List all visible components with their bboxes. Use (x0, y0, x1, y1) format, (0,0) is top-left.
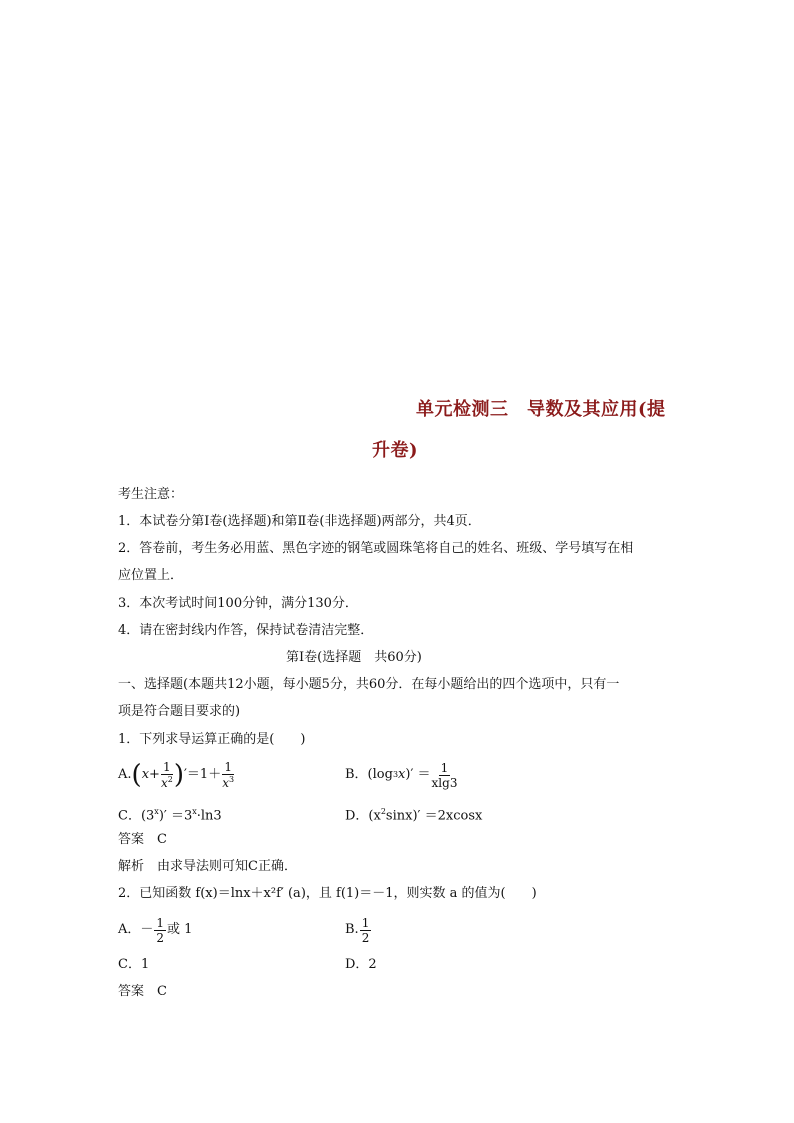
q1-option-a-x: x (141, 767, 150, 782)
q1-option-d-label: D．(x (345, 808, 381, 824)
fraction-denominator (161, 775, 173, 789)
part1-instructions-line1: 一、选择题(本题共12小题，每小题5分，共60分．在每小题给出的四个选项中，只有一 (118, 677, 620, 692)
den-sup: 2 (167, 775, 173, 784)
q2-option-b (345, 913, 372, 947)
document-title-line2: 升卷) (372, 440, 419, 461)
q1-option-a-label: A. (118, 767, 132, 782)
fraction-denominator (222, 775, 234, 789)
notice-header: 考生注意： (118, 487, 184, 502)
q1-option-d-rest: sinx)′ ＝2xcosx (385, 808, 483, 824)
q1-option-c-mid: )′ ＝3 (158, 808, 193, 824)
exponent: x (192, 807, 197, 816)
q1-option-b (345, 758, 458, 792)
q1-option-b-label: B．(log (345, 767, 393, 782)
fraction-numerator: 1 (224, 760, 232, 774)
den-x: x (222, 776, 229, 790)
q1-option-b-x: x (398, 767, 406, 782)
q1-answer: 答案 C (118, 832, 167, 847)
q2-option-c: C．1 (118, 957, 150, 972)
q1-option-d (345, 803, 482, 825)
q1-analysis: 解析 由求导法则可知C正确． (118, 859, 297, 874)
notice-item-1: 1．本试卷分第Ⅰ卷(选择题)和第Ⅱ卷(非选择题)两部分，共4页． (118, 514, 481, 529)
part1-instructions-line2: 项是符合题目要求的) (118, 704, 241, 719)
q1-option-c-tail: ·ln3 (196, 808, 222, 824)
q1-option-a (118, 758, 235, 792)
q2-option-a-tail: 或 1 (167, 922, 193, 937)
q1-option-b-fraction (432, 762, 458, 789)
q2-option-a-label: A．－ (118, 922, 154, 937)
q1-option-c-label: C．(3 (118, 808, 155, 824)
fraction-numerator: 1 (440, 760, 449, 775)
fraction-denominator: 2 (361, 930, 370, 945)
q2-option-a-fraction (154, 917, 166, 944)
q2-option-d: D．2 (345, 957, 377, 972)
notice-item-4: 4．请在密封线内作答，保持试卷清洁完整． (118, 623, 374, 638)
q2-stem: 2．已知函数 f(x)＝lnx＋x²f′ (a)，且 f(1)＝－1，则实数 a 的值为( ) (118, 886, 537, 901)
q2-option-b-label: B. (345, 922, 359, 937)
q1-option-a-fraction (161, 761, 173, 789)
exponent: x (154, 807, 159, 816)
fraction-numerator: 1 (156, 915, 165, 930)
q1-option-a-plus: + (149, 767, 160, 782)
notice-item-2-cont: 应位置上． (118, 568, 184, 583)
q2-option-a (118, 913, 192, 947)
section1-title: 第Ⅰ卷(选择题 共60分) (286, 650, 422, 665)
log-base: 3 (392, 770, 399, 779)
den-x: x (160, 776, 168, 790)
notice-item-2: 2．答卷前，考生务必用蓝、黑色字迹的钢笔或圆珠笔将自己的姓名、班级、学号填写在相 (118, 541, 634, 556)
q1-option-c (118, 803, 222, 825)
close-paren: ) (173, 760, 184, 790)
prime-mark: ′ (183, 767, 187, 782)
q2-option-b-fraction (360, 917, 372, 944)
open-paren: ( (131, 760, 142, 790)
exponent: 2 (380, 807, 386, 816)
q1-option-a-rhs: ＝1＋ (186, 767, 222, 782)
den-sup: 3 (228, 775, 235, 784)
q2-answer: 答案 C (118, 984, 167, 999)
q1-option-a-rhs-fraction (222, 761, 234, 789)
fraction-denominator: 2 (156, 930, 165, 945)
fraction-numerator: 1 (163, 760, 171, 774)
notice-item-3: 3．本次考试时间100分钟，满分130分． (118, 596, 358, 611)
fraction-denominator: xlg3 (431, 775, 458, 790)
fraction-numerator: 1 (361, 915, 370, 930)
q1-option-b-eq: )′ ＝ (405, 767, 431, 782)
document-title-line1: 单元检测三 导数及其应用(提 (416, 399, 666, 420)
q1-stem: 1．下列求导运算正确的是( ) (118, 732, 306, 747)
